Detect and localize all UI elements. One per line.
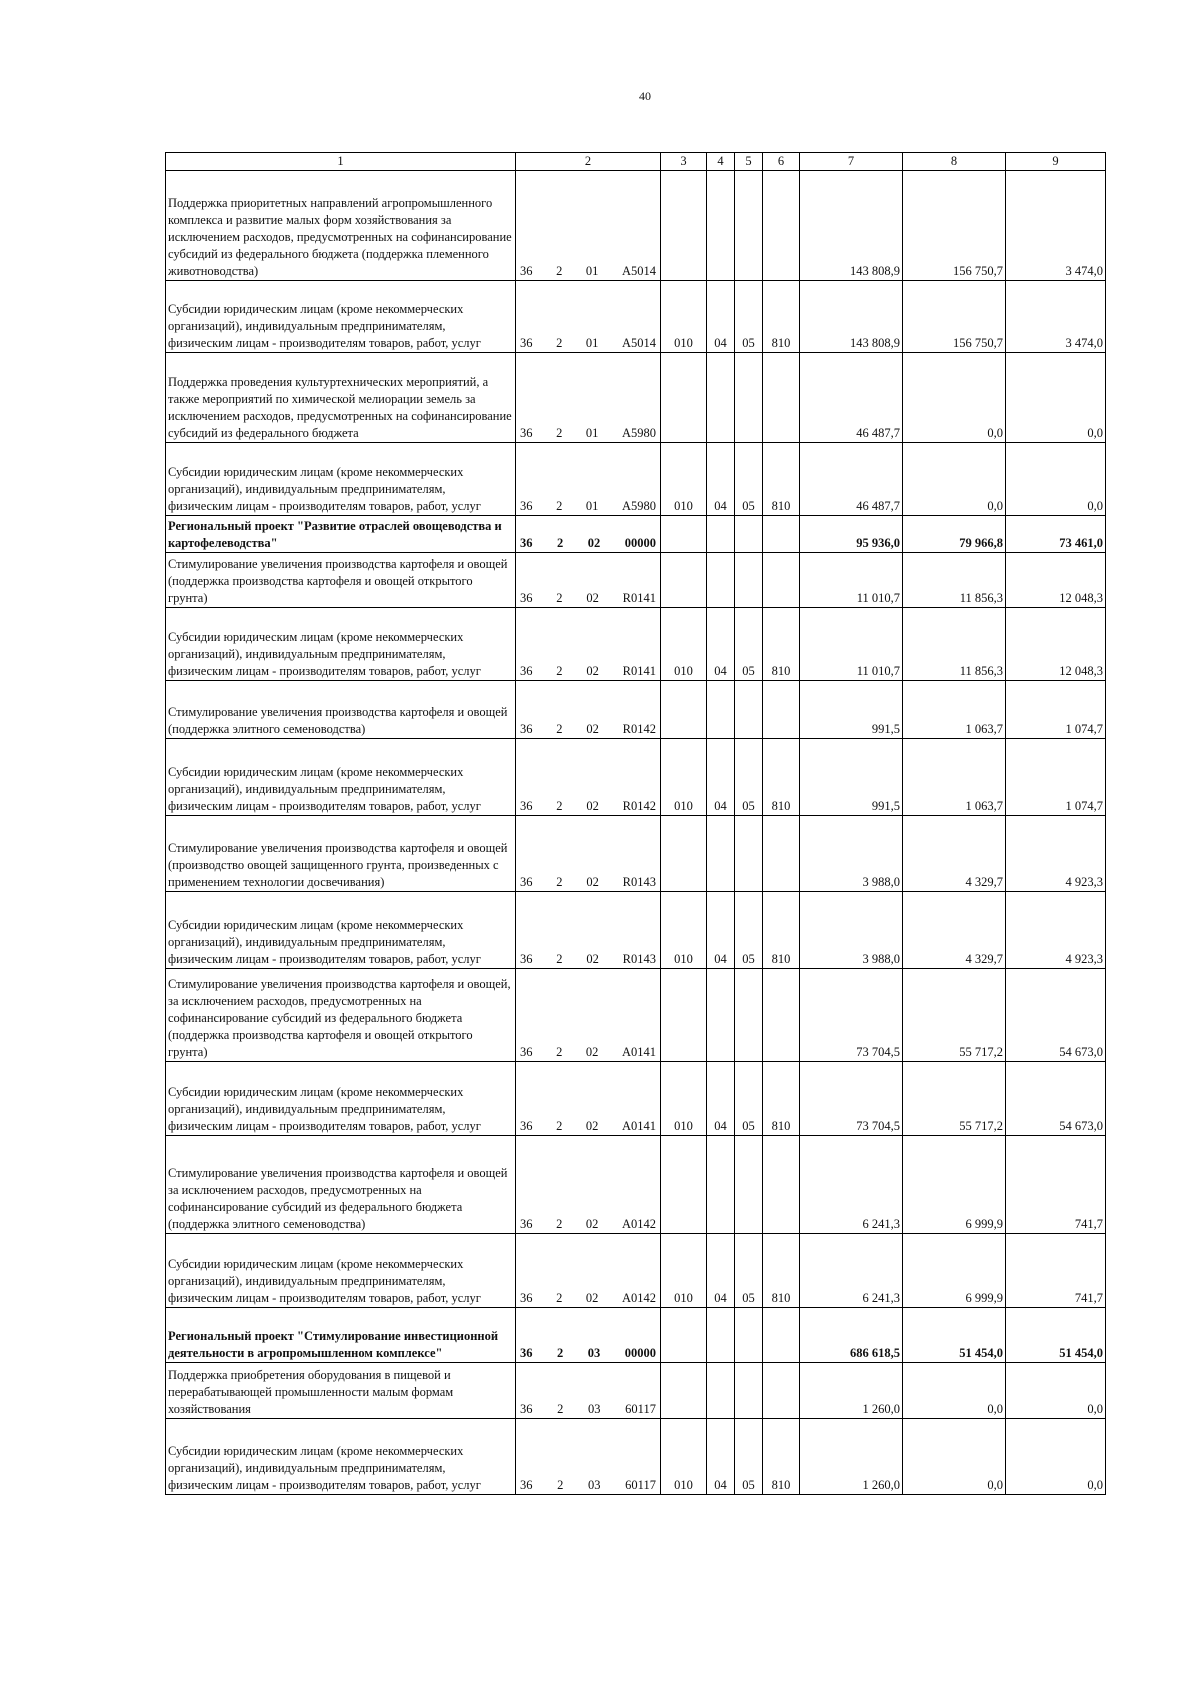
section-code — [661, 816, 707, 892]
amount-col9: 54 673,0 — [1006, 969, 1106, 1062]
program-code-part: 2 — [556, 336, 563, 350]
program-code-part: 2 — [556, 875, 563, 889]
program-code-part: 36 — [520, 1402, 533, 1416]
program-code-cell — [516, 516, 661, 553]
amount-col8: 51 454,0 — [903, 1308, 1006, 1363]
program-code-part: 36 — [520, 664, 533, 678]
amount-col9: 741,7 — [1006, 1136, 1106, 1234]
header-cell: 6 — [763, 153, 800, 171]
program-code-part: 2 — [556, 1045, 563, 1059]
program-code-part: R0143 — [622, 952, 656, 966]
amount-col7: 11 010,7 — [800, 553, 903, 608]
subsection2-code: 05 — [735, 608, 763, 681]
amount-col9: 4 923,3 — [1006, 816, 1106, 892]
program-code-part: 36 — [520, 1346, 533, 1360]
table-row — [166, 892, 1106, 969]
amount-col7: 3 988,0 — [800, 892, 903, 969]
row-description: Стимулирование увеличения производства картофеля и овощей (поддержка производства картофеля и овощей открытого грунта) — [166, 553, 516, 608]
program-code-part: 01 — [585, 426, 599, 440]
program-code-part: 36 — [520, 426, 533, 440]
program-code-part: 2 — [556, 426, 563, 440]
table-row — [166, 1234, 1106, 1308]
expense-type-code — [763, 681, 800, 739]
program-code-cell — [516, 608, 661, 681]
amount-col8: 4 329,7 — [903, 892, 1006, 969]
amount-col9: 1 074,7 — [1006, 739, 1106, 816]
program-code-part: A0142 — [621, 1217, 656, 1231]
amount-col7: 143 808,9 — [800, 171, 903, 281]
program-code-cell — [516, 681, 661, 739]
subsection-code: 04 — [707, 281, 735, 353]
table-row — [166, 553, 1106, 608]
section-code: 010 — [661, 1234, 707, 1308]
amount-col8: 0,0 — [903, 353, 1006, 443]
subsection2-code: 05 — [735, 892, 763, 969]
program-code-cell — [516, 1308, 661, 1363]
subsection2-code: 05 — [735, 281, 763, 353]
section-code — [661, 171, 707, 281]
program-code-cell — [516, 816, 661, 892]
amount-col8: 4 329,7 — [903, 816, 1006, 892]
program-code-part: 02 — [585, 1045, 599, 1059]
section-code — [661, 969, 707, 1062]
program-code-part: 36 — [520, 499, 533, 513]
header-cell: 9 — [1006, 153, 1106, 171]
amount-col8: 0,0 — [903, 443, 1006, 516]
program-code-cell — [516, 892, 661, 969]
expense-type-code — [763, 553, 800, 608]
program-code-part: 36 — [520, 264, 533, 278]
program-code-part: A5014 — [621, 336, 656, 350]
expense-type-code — [763, 1363, 800, 1419]
page-number: 40 — [639, 89, 651, 103]
amount-col8: 156 750,7 — [903, 171, 1006, 281]
program-code-part: 2 — [557, 536, 564, 550]
row-description: Стимулирование увеличения производства картофеля и овощей (поддержка элитного семеноводства) — [166, 681, 516, 739]
section-code: 010 — [661, 1419, 707, 1495]
program-code-part: 36 — [520, 799, 533, 813]
amount-col8: 79 966,8 — [903, 516, 1006, 553]
amount-col7: 686 618,5 — [800, 1308, 903, 1363]
budget-table — [165, 152, 1106, 1495]
program-code-part: 03 — [587, 1346, 601, 1360]
program-code-part: 2 — [556, 499, 563, 513]
table-row — [166, 443, 1106, 516]
amount-col8: 1 063,7 — [903, 739, 1006, 816]
expense-type-code: 810 — [763, 892, 800, 969]
table-row — [166, 681, 1106, 739]
header-cell: 5 — [735, 153, 763, 171]
row-description: Субсидии юридическим лицам (кроме некоммерческих организаций), индивидуальным предпринимателям, физическим лицам - производителям товаров, работ, услуг — [166, 1234, 516, 1308]
subsection-code — [707, 516, 735, 553]
row-description: Региональный проект "Стимулирование инвестиционной деятельности в агропромышленном комплексе" — [166, 1308, 516, 1363]
amount-col8: 6 999,9 — [903, 1136, 1006, 1234]
program-code-part: 02 — [586, 591, 599, 605]
program-code-cell — [516, 969, 661, 1062]
section-code — [661, 1136, 707, 1234]
expense-type-code: 810 — [763, 1419, 800, 1495]
subsection-code — [707, 171, 735, 281]
program-code-part: 60117 — [625, 1478, 656, 1492]
section-code: 010 — [661, 608, 707, 681]
program-code-part: 02 — [586, 799, 599, 813]
header-cell: 7 — [800, 153, 903, 171]
program-code-part: 02 — [585, 1119, 599, 1133]
section-code: 010 — [661, 892, 707, 969]
expense-type-code: 810 — [763, 1234, 800, 1308]
subsection-code: 04 — [707, 608, 735, 681]
section-code — [661, 516, 707, 553]
section-code — [661, 1308, 707, 1363]
amount-col7: 143 808,9 — [800, 281, 903, 353]
amount-col9: 73 461,0 — [1006, 516, 1106, 553]
program-code-part: 2 — [557, 1402, 564, 1416]
subsection2-code: 05 — [735, 1419, 763, 1495]
program-code-part: 2 — [556, 722, 563, 736]
program-code-part: 60117 — [625, 1402, 656, 1416]
program-code-part: 2 — [557, 1478, 564, 1492]
amount-col8: 0,0 — [903, 1419, 1006, 1495]
row-description: Региональный проект "Развитие отраслей овощеводства и картофелеводства" — [166, 516, 516, 553]
header-cell: 1 — [166, 153, 516, 171]
program-code-part: 01 — [585, 264, 599, 278]
program-code-part: 36 — [520, 1217, 533, 1231]
program-code-part: 00000 — [624, 1346, 656, 1360]
subsection2-code — [735, 816, 763, 892]
amount-col8: 11 856,3 — [903, 553, 1006, 608]
row-description: Стимулирование увеличения производства картофеля и овощей (производство овощей защищенного грунта, произведенных с применением технологии досвечивания) — [166, 816, 516, 892]
amount-col8: 55 717,2 — [903, 969, 1006, 1062]
amount-col7: 73 704,5 — [800, 1062, 903, 1136]
amount-col8: 1 063,7 — [903, 681, 1006, 739]
row-description: Субсидии юридическим лицам (кроме некоммерческих организаций), индивидуальным предпринимателям, физическим лицам - производителям товаров, работ, услуг — [166, 1062, 516, 1136]
program-code-part: 02 — [586, 952, 599, 966]
amount-col9: 3 474,0 — [1006, 281, 1106, 353]
subsection-code — [707, 969, 735, 1062]
subsection-code — [707, 816, 735, 892]
expense-type-code: 810 — [763, 739, 800, 816]
program-code-part: 2 — [556, 799, 563, 813]
program-code-part: 36 — [520, 1119, 533, 1133]
amount-col8: 55 717,2 — [903, 1062, 1006, 1136]
program-code-cell — [516, 1136, 661, 1234]
subsection2-code: 05 — [735, 1062, 763, 1136]
subsection2-code — [735, 681, 763, 739]
program-code-part: 02 — [586, 722, 599, 736]
program-code-cell — [516, 1363, 661, 1419]
program-code-part: 01 — [585, 336, 599, 350]
subsection2-code: 05 — [735, 739, 763, 816]
row-description: Субсидии юридическим лицам (кроме некоммерческих организаций), индивидуальным предпринимателям, физическим лицам - производителям товаров, работ, услуг — [166, 892, 516, 969]
table-row — [166, 1062, 1106, 1136]
subsection-code — [707, 1136, 735, 1234]
amount-col9: 12 048,3 — [1006, 553, 1106, 608]
program-code-part: A5980 — [621, 426, 656, 440]
amount-col9: 54 673,0 — [1006, 1062, 1106, 1136]
table-row — [166, 1363, 1106, 1419]
table-row — [166, 816, 1106, 892]
amount-col7: 6 241,3 — [800, 1234, 903, 1308]
expense-type-code: 810 — [763, 443, 800, 516]
header-cell: 2 — [516, 153, 661, 171]
amount-col8: 0,0 — [903, 1363, 1006, 1419]
amount-col9: 1 074,7 — [1006, 681, 1106, 739]
program-code-part: 36 — [520, 1291, 533, 1305]
expense-type-code — [763, 1136, 800, 1234]
row-description: Поддержка проведения культуртехнических мероприятий, а также мероприятий по химической мелиорации земель за исключением расходов, предусмотренных на софинансирование субсидий из федерального бюджета — [166, 353, 516, 443]
program-code-part: A0141 — [621, 1119, 656, 1133]
section-code — [661, 1363, 707, 1419]
table-row — [166, 353, 1106, 443]
program-code-part: 2 — [556, 591, 563, 605]
amount-col8: 156 750,7 — [903, 281, 1006, 353]
expense-type-code: 810 — [763, 608, 800, 681]
subsection2-code — [735, 1136, 763, 1234]
expense-type-code — [763, 816, 800, 892]
program-code-part: 36 — [520, 1478, 533, 1492]
program-code-part: 02 — [586, 664, 599, 678]
section-code — [661, 553, 707, 608]
program-code-cell — [516, 171, 661, 281]
program-code-part: R0142 — [622, 722, 656, 736]
header-cell: 3 — [661, 153, 707, 171]
row-description: Стимулирование увеличения производства картофеля и овощей за исключением расходов, предусмотренных на софинансирование субсидий из федерального бюджета (поддержка элитного семеноводства) — [166, 1136, 516, 1234]
program-code-part: A5980 — [621, 499, 656, 513]
program-code-part: R0143 — [622, 875, 656, 889]
subsection-code — [707, 1363, 735, 1419]
section-code: 010 — [661, 1062, 707, 1136]
program-code-cell — [516, 443, 661, 516]
program-code-part: 2 — [556, 1291, 563, 1305]
program-code-part: 02 — [587, 536, 601, 550]
program-code-part: 2 — [556, 264, 563, 278]
subsection-code: 04 — [707, 1234, 735, 1308]
program-code-part: 36 — [520, 952, 533, 966]
program-code-part: 03 — [588, 1478, 601, 1492]
program-code-part: R0142 — [622, 799, 656, 813]
table-row — [166, 171, 1106, 281]
subsection-code — [707, 681, 735, 739]
subsection-code: 04 — [707, 892, 735, 969]
subsection2-code — [735, 969, 763, 1062]
subsection-code: 04 — [707, 1419, 735, 1495]
program-code-cell — [516, 739, 661, 816]
table-row — [166, 969, 1106, 1062]
subsection2-code — [735, 1308, 763, 1363]
table-row — [166, 1308, 1106, 1363]
program-code-part: 02 — [585, 1291, 599, 1305]
subsection2-code: 05 — [735, 1234, 763, 1308]
header-cell: 4 — [707, 153, 735, 171]
amount-col9: 51 454,0 — [1006, 1308, 1106, 1363]
table-row — [166, 516, 1106, 553]
program-code-cell — [516, 1234, 661, 1308]
subsection-code — [707, 353, 735, 443]
amount-col7: 95 936,0 — [800, 516, 903, 553]
program-code-part: 36 — [520, 875, 533, 889]
amount-col7: 1 260,0 — [800, 1419, 903, 1495]
subsection-code: 04 — [707, 1062, 735, 1136]
amount-col8: 11 856,3 — [903, 608, 1006, 681]
program-code-part: 02 — [586, 875, 599, 889]
program-code-cell — [516, 553, 661, 608]
expense-type-code: 810 — [763, 1062, 800, 1136]
program-code-part: 36 — [520, 536, 533, 550]
program-code-part: 2 — [556, 952, 563, 966]
program-code-part: 02 — [585, 1217, 599, 1231]
amount-col9: 0,0 — [1006, 353, 1106, 443]
amount-col7: 3 988,0 — [800, 816, 903, 892]
program-code-part: A0141 — [621, 1045, 656, 1059]
program-code-part: 03 — [588, 1402, 601, 1416]
program-code-part: 2 — [556, 1119, 563, 1133]
amount-col7: 11 010,7 — [800, 608, 903, 681]
subsection2-code — [735, 516, 763, 553]
row-description: Стимулирование увеличения производства картофеля и овощей, за исключением расходов, предусмотренных на софинансирование субсидий из федерального бюджета (поддержка производства картофеля и овощей открытого грунта) — [166, 969, 516, 1062]
row-description: Субсидии юридическим лицам (кроме некоммерческих организаций), индивидуальным предпринимателям, физическим лицам - производителям товаров, работ, услуг — [166, 281, 516, 353]
amount-col9: 4 923,3 — [1006, 892, 1106, 969]
expense-type-code — [763, 1308, 800, 1363]
program-code-part: 36 — [520, 591, 533, 605]
amount-col7: 1 260,0 — [800, 1363, 903, 1419]
amount-col9: 0,0 — [1006, 1363, 1106, 1419]
program-code-part: 36 — [520, 1045, 533, 1059]
program-code-part: A0142 — [621, 1291, 656, 1305]
program-code-part: 2 — [556, 664, 563, 678]
expense-type-code — [763, 969, 800, 1062]
amount-col9: 3 474,0 — [1006, 171, 1106, 281]
subsection-code — [707, 553, 735, 608]
subsection2-code — [735, 1363, 763, 1419]
table-row — [166, 1419, 1106, 1495]
amount-col7: 6 241,3 — [800, 1136, 903, 1234]
section-code — [661, 353, 707, 443]
subsection2-code — [735, 553, 763, 608]
expense-type-code: 810 — [763, 281, 800, 353]
section-code — [661, 681, 707, 739]
subsection2-code — [735, 353, 763, 443]
program-code-cell — [516, 1419, 661, 1495]
program-code-part: 01 — [585, 499, 599, 513]
program-code-cell — [516, 281, 661, 353]
amount-col7: 46 487,7 — [800, 443, 903, 516]
program-code-part: 2 — [556, 1217, 563, 1231]
program-code-cell — [516, 1062, 661, 1136]
program-code-part: R0141 — [622, 664, 656, 678]
program-code-cell — [516, 353, 661, 443]
subsection-code — [707, 1308, 735, 1363]
table-row — [166, 739, 1106, 816]
section-code: 010 — [661, 443, 707, 516]
amount-col9: 741,7 — [1006, 1234, 1106, 1308]
program-code-part: 36 — [520, 336, 533, 350]
amount-col9: 0,0 — [1006, 1419, 1106, 1495]
subsection-code: 04 — [707, 739, 735, 816]
subsection-code: 04 — [707, 443, 735, 516]
program-code-part: 36 — [520, 722, 533, 736]
row-description: Субсидии юридическим лицам (кроме некоммерческих организаций), индивидуальным предпринимателям, физическим лицам - производителям товаров, работ, услуг — [166, 443, 516, 516]
table-row — [166, 281, 1106, 353]
amount-col7: 991,5 — [800, 739, 903, 816]
expense-type-code — [763, 171, 800, 281]
amount-col7: 991,5 — [800, 681, 903, 739]
table-row — [166, 1136, 1106, 1234]
header-row — [166, 153, 1106, 171]
section-code: 010 — [661, 739, 707, 816]
section-code: 010 — [661, 281, 707, 353]
amount-col7: 73 704,5 — [800, 969, 903, 1062]
row-description: Субсидии юридическим лицам (кроме некоммерческих организаций), индивидуальным предпринимателям, физическим лицам - производителям товаров, работ, услуг — [166, 1419, 516, 1495]
expense-type-code — [763, 516, 800, 553]
row-description: Субсидии юридическим лицам (кроме некоммерческих организаций), индивидуальным предпринимателям, физическим лицам - производителям товаров, работ, услуг — [166, 608, 516, 681]
header-cell: 8 — [903, 153, 1006, 171]
program-code-part: 2 — [557, 1346, 564, 1360]
row-description: Поддержка приоритетных направлений агропромышленного комплекса и развитие малых форм хозяйствования за исключением расходов, предусмотренных на софинансирование субсидий из федерального бюджета (поддержка племенного животноводства) — [166, 171, 516, 281]
amount-col7: 46 487,7 — [800, 353, 903, 443]
program-code-part: R0141 — [622, 591, 656, 605]
amount-col9: 0,0 — [1006, 443, 1106, 516]
amount-col9: 12 048,3 — [1006, 608, 1106, 681]
row-description: Поддержка приобретения оборудования в пищевой и перерабатывающей промышленности малым формам хозяйствования — [166, 1363, 516, 1419]
amount-col8: 6 999,9 — [903, 1234, 1006, 1308]
row-description: Субсидии юридическим лицам (кроме некоммерческих организаций), индивидуальным предпринимателям, физическим лицам - производителям товаров, работ, услуг — [166, 739, 516, 816]
table-row — [166, 608, 1106, 681]
expense-type-code — [763, 353, 800, 443]
subsection2-code — [735, 171, 763, 281]
program-code-part: 00000 — [624, 536, 656, 550]
program-code-part: A5014 — [621, 264, 656, 278]
subsection2-code: 05 — [735, 443, 763, 516]
